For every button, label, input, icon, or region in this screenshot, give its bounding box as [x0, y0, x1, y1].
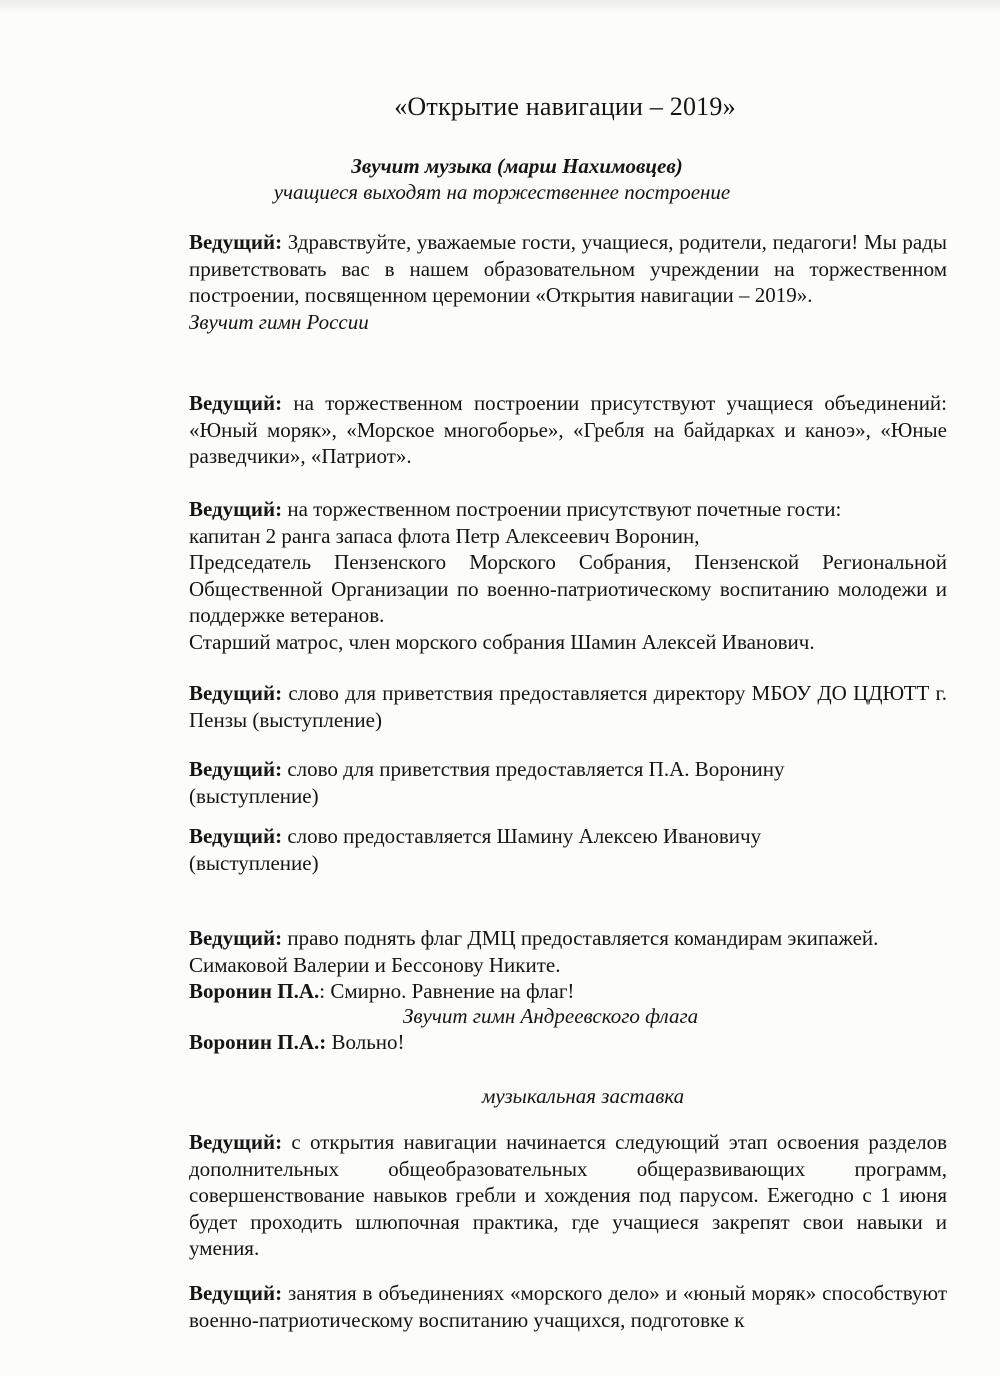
paragraph-classes [189, 1280, 947, 1333]
stage-direction-anthem: Звучит гимн России [189, 309, 369, 334]
speaker-label: Ведущий: [189, 230, 283, 254]
stage-direction-flag-anthem: Звучит гимн Андреевского флага [403, 1004, 699, 1028]
paragraph-text: на торжественном построении присутствуют учащиеся объединений: «Юный моряк», «Морское многоборье», «Гребля на байдарках и каноэ», «Юные разведчики», «Патриот». [189, 391, 948, 468]
paragraph-voronin [189, 756, 947, 809]
speaker-label-voronin: Воронин П.А.: [189, 1030, 327, 1054]
speaker-label: Ведущий: [189, 681, 283, 705]
paragraph-text: слово для приветствия предоставляется П.А. Воронину [287, 757, 785, 781]
paragraph-text: слово предоставляется Шамину Алексею Ивановичу [287, 824, 762, 848]
paragraph-text: занятия в объединениях «морского дело» и «юный моряк» способствуют военно-патриотическому воспитанию учащихся, подготовке к [189, 1281, 948, 1332]
guest-line: Старший матрос, член морского собрания Шамин Алексей Иванович. [189, 629, 815, 654]
guest-line: капитан 2 ранга запаса флота Петр Алексеевич Воронин, [189, 523, 700, 548]
paragraph-text-line2: Симаковой Валерии и Бессонову Никите. [189, 952, 561, 977]
speaker-label: Ведущий: [189, 757, 283, 781]
guest-line: Председатель Пензенского Морского Собрания, Пензенской Региональной Общественной Организации по военно-патриотическому воспитанию молодежи и поддержке ветеранов. [189, 550, 947, 627]
document-title: «Открытие навигации – 2019» [394, 92, 736, 121]
paragraph-navigation [189, 1129, 947, 1262]
scan-edge [0, 0, 1000, 14]
command-text: Вольно! [326, 1030, 405, 1054]
paragraph-text: слово для приветствия предоставляется директору МБОУ ДО ЦДЮТТ г. Пензы (выступление) [189, 681, 948, 732]
command-text: : Смирно. Равнение на флаг! [319, 979, 575, 1003]
paragraph-text: Здравствуйте, уважаемые гости, учащиеся, родители, педагоги! Мы рады приветствовать вас в нашем образовательном учреждении на торжественном построении, посвященном церемонии «Открытия навигации – 2019». [189, 230, 947, 307]
speaker-label: Ведущий: [189, 926, 283, 950]
paragraph-text: с открытия навигации начинается следующий этап освоения разделов дополнительных общеобразовательных общеразвивающих программ, совершенствование навыков гребли и хождения под парусом. Ежегодно с 1 июня будет проходить шлюпочная практика, где учащиеся закрепят свои навыки и умения. [189, 1130, 948, 1260]
paragraph-text-line2: (выступление) [189, 850, 319, 875]
speaker-label: Ведущий: [189, 1281, 283, 1305]
paragraph-guests [189, 496, 947, 655]
paragraph-at-ease [189, 1029, 947, 1056]
speaker-label: Ведущий: [189, 391, 283, 415]
paragraph-text: право поднять флаг ДМЦ предоставляется командирам экипажей. [287, 926, 879, 950]
paragraph-greeting [189, 229, 947, 335]
speaker-label: Ведущий: [189, 497, 283, 521]
speaker-label: Ведущий: [189, 824, 283, 848]
stage-direction-music-break: музыкальная заставка [482, 1084, 685, 1108]
stage-direction-music: Звучит музыка (марш Нахимовцев) [351, 154, 683, 178]
paragraph-text: на торжественном построении присутствуют почетные гости: [287, 497, 842, 521]
paragraph-shamin [189, 823, 947, 876]
speaker-label-voronin: Воронин П.А. [189, 979, 320, 1003]
speaker-label: Ведущий: [189, 1130, 283, 1154]
paragraph-associations [189, 390, 947, 470]
stage-direction-lineup: учащиеся выходят на торжественнее построение [273, 180, 731, 204]
paragraph-flag [189, 925, 947, 1005]
paragraph-director [189, 680, 947, 733]
paragraph-text-line2: (выступление) [189, 783, 319, 808]
